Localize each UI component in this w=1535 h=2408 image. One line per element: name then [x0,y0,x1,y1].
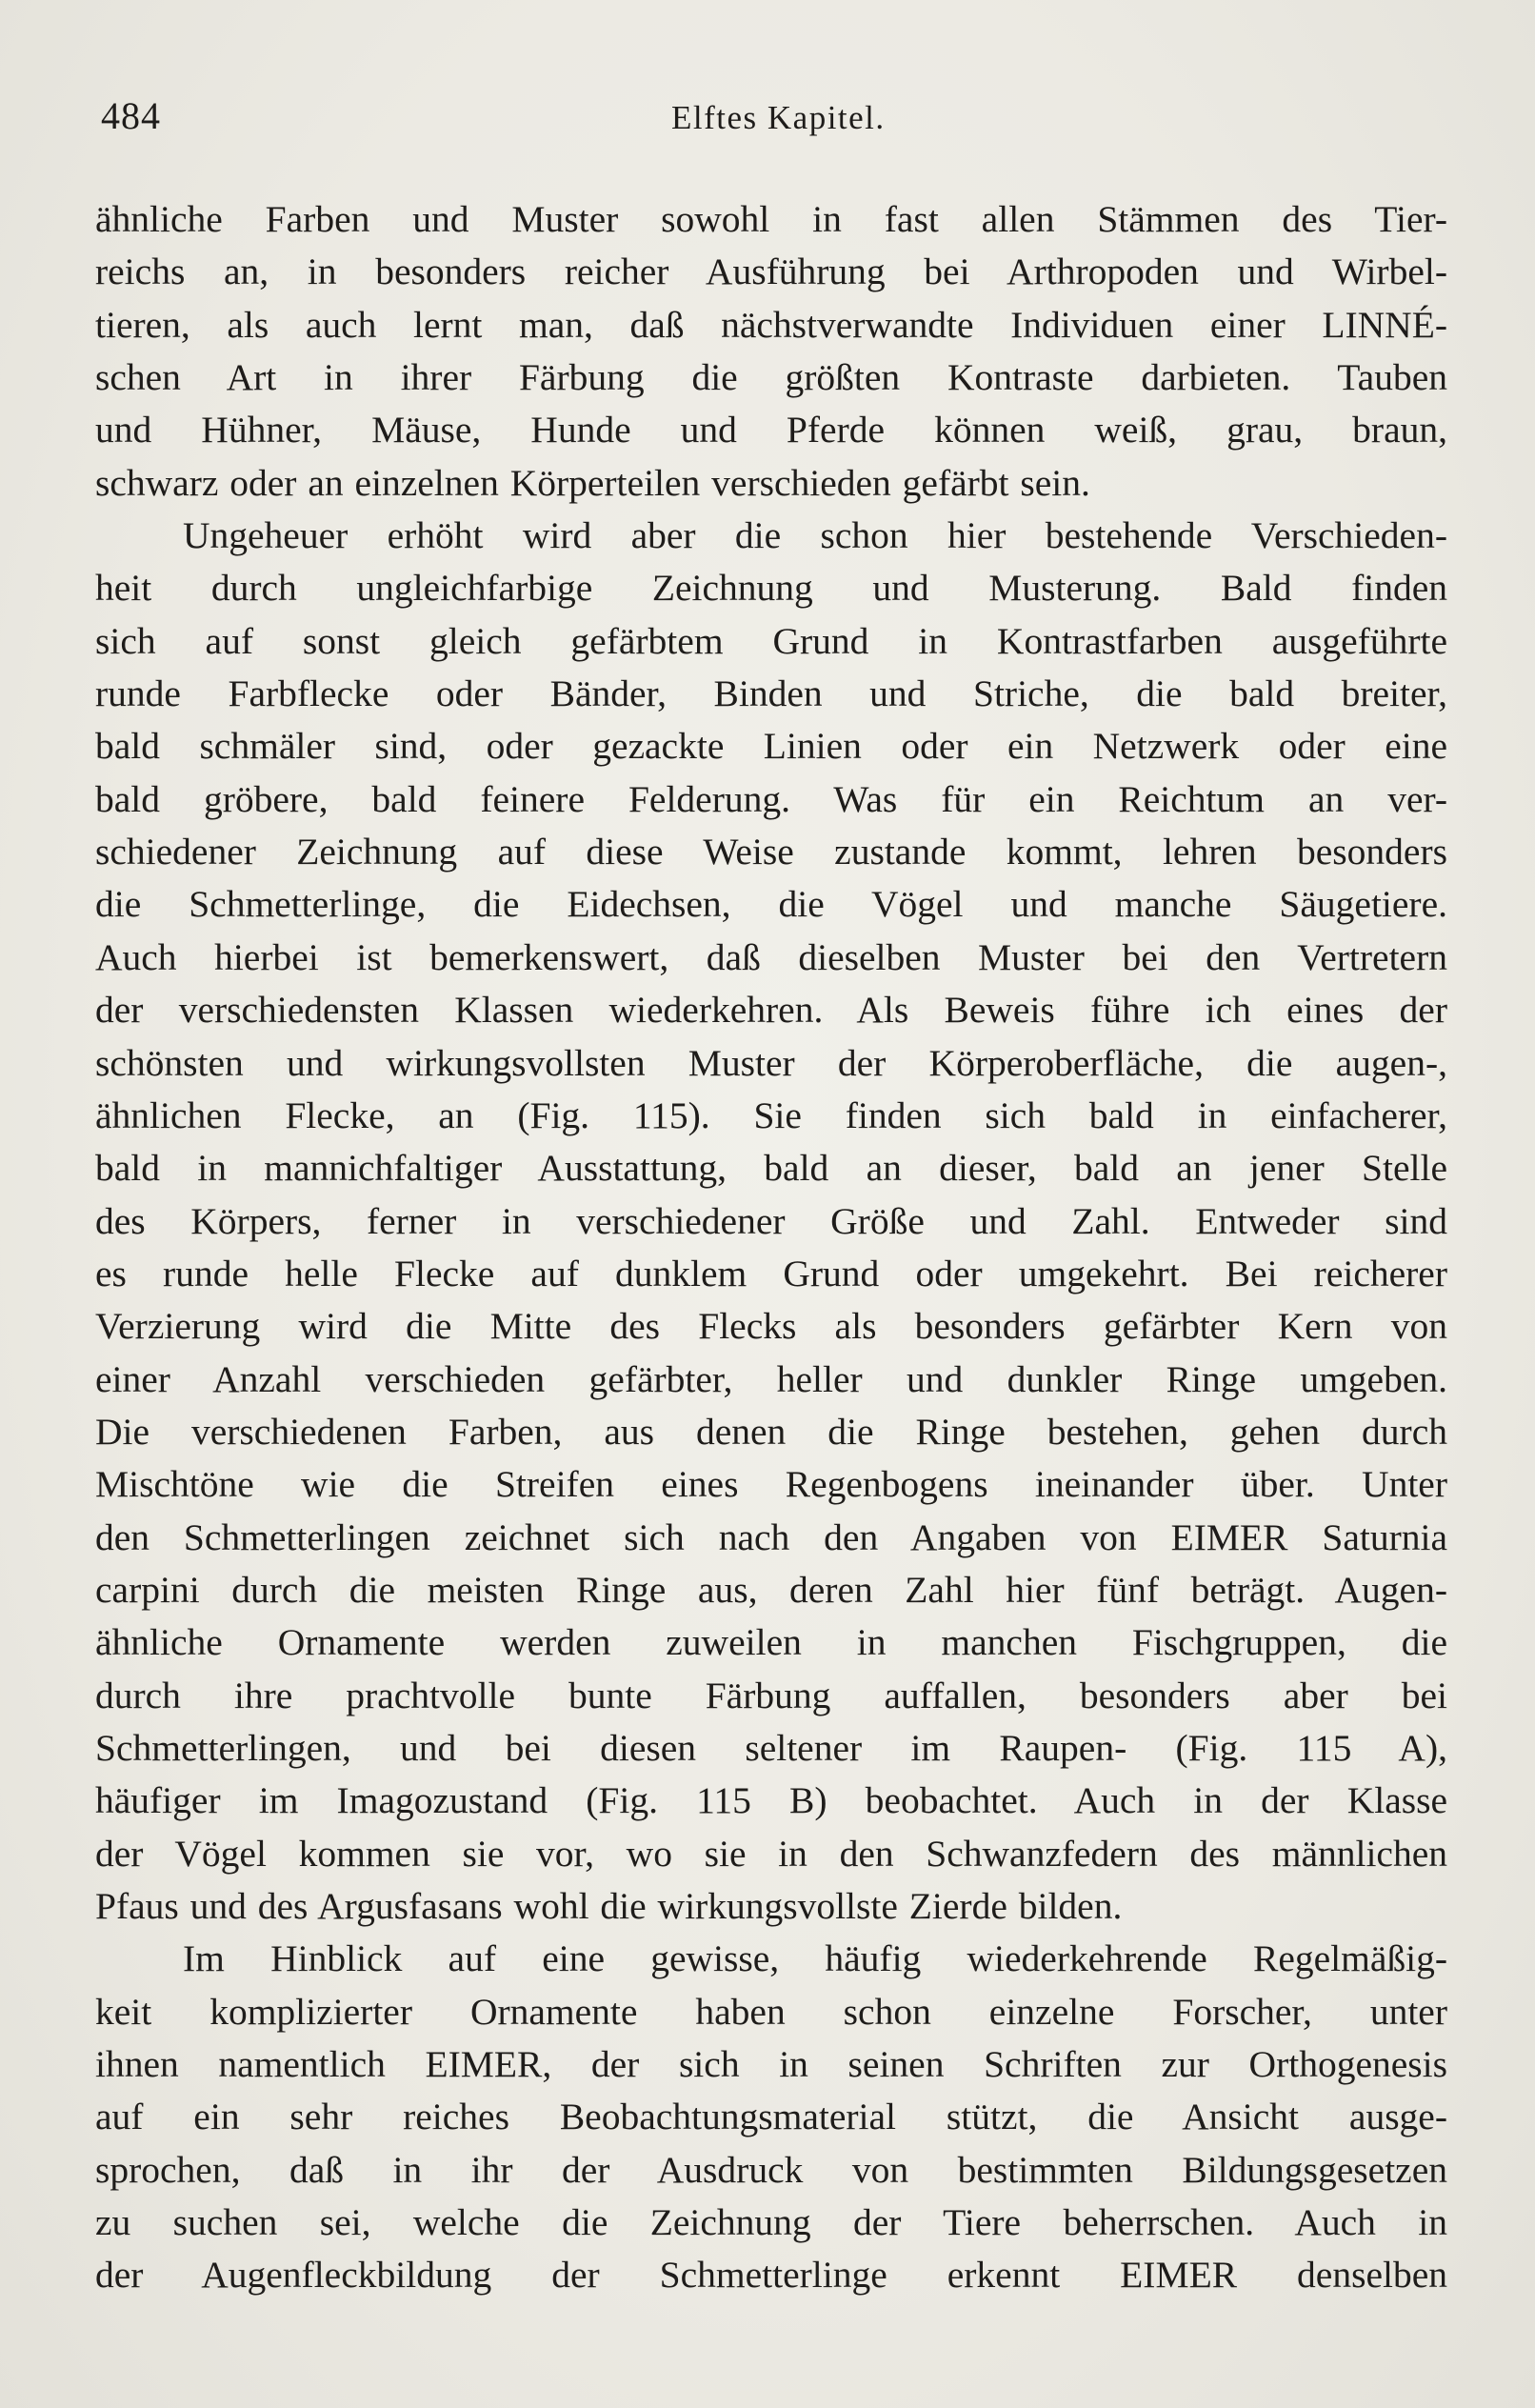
text-line: den Schmetterlingen zeichnet sich nach den Angaben von EIMER Saturnia [95,1515,1447,1558]
text-line: Verzierung wird die Mitte des Flecks als besonders gefärbter Kern von [95,1305,1447,1348]
text-line: Auch hierbei ist bemerkenswert, daß dieselben Muster bei den Vertretern [95,935,1447,978]
text-line: sich auf sonst gleich gefärbtem Grund in Kontrastfarben ausgeführte [95,619,1447,662]
text-line: der Vögel kommen sie vor, wo sie in den Schwanzfedern des männlichen [95,1832,1447,1875]
text-line: der verschiedensten Klassen wiederkehren. Als Beweis führe ich eines der [95,989,1447,1032]
text-line: einer Anzahl verschieden gefärbter, heller und dunkler Ringe umgeben. [95,1357,1447,1400]
text-line: des Körpers, ferner in verschiedener Größe und Zahl. Entweder sind [95,1199,1447,1242]
text-line: ähnliche Farben und Muster sowohl in fast allen Stämmen des Tier- [95,198,1447,240]
page-header [95,93,1447,150]
text-line: Die verschiedenen Farben, aus denen die Ringe bestehen, gehen durch [95,1410,1447,1453]
text-line: bald gröbere, bald feinere Felderung. Was für ein Reichtum an ver- [95,777,1447,820]
text-line: Pfaus und des Argusfasans wohl die wirkungsvollste Zierde bilden. [95,1885,1123,1927]
text-line: heit durch ungleichfarbige Zeichnung und Musterung. Bald finden [95,567,1447,610]
text-line: ihnen namentlich EIMER, der sich in seinen Schriften zur Orthogenesis [95,2043,1447,2086]
text-line: ähnliche Ornamente werden zuweilen in manchen Fischgruppen, die [95,1621,1447,1664]
text-line: Ungeheuer erhöht wird aber die schon hier bestehende Verschieden- [183,514,1447,557]
text-line: Im Hinblick auf eine gewisse, häufig wiederkehrende Regelmäßig- [183,1937,1447,1980]
text-line: keit komplizierter Ornamente haben schon einzelne Forscher, unter [95,1990,1447,2033]
text-line: die Schmetterlinge, die Eidechsen, die Vögel und manche Säugetiere. [95,883,1447,926]
text-line: tieren, als auch lernt man, daß nächstverwandte Individuen einer LINNÉ- [95,303,1447,346]
page-number: 484 [101,94,161,137]
text-line: und Hühner, Mäuse, Hunde und Pferde können weiß, grau, braun, [95,409,1447,452]
text-line: zu suchen sei, welche die Zeichnung der Tiere beherrschen. Auch in [95,2201,1447,2244]
text-line: auf ein sehr reiches Beobachtungsmaterial stützt, die Ansicht ausge- [95,2096,1447,2138]
text-line: durch ihre prachtvolle bunte Färbung auffallen, besonders aber bei [95,1674,1447,1716]
text-line: Schmetterlingen, und bei diesen seltener im Raupen- (Fig. 115 A), [95,1726,1447,1769]
text-line: bald in mannichfaltiger Ausstattung, bald an dieser, bald an jener Stelle [95,1147,1447,1190]
text-line: schen Art in ihrer Färbung die größten Kontraste darbieten. Tauben [95,356,1447,399]
text-line: schiedener Zeichnung auf diese Weise zustande kommt, lehren besonders [95,831,1447,873]
text-line: runde Farbflecke oder Bänder, Binden und Striche, die bald breiter, [95,672,1447,715]
text-line: carpini durch die meisten Ringe aus, deren Zahl hier fünf beträgt. Augen- [95,1568,1447,1611]
text-line: schwarz oder an einzelnen Körperteilen verschieden gefärbt sein. [95,461,1090,504]
text-line: schönsten und wirkungsvollsten Muster der Körperoberfläche, die augen-, [95,1041,1447,1084]
body-text [95,193,1447,2302]
text-line: reichs an, in besonders reicher Ausführung bei Arthropoden und Wirbel- [95,251,1447,293]
running-head: Elftes Kapitel. [671,99,886,136]
text-line: häufiger im Imagozustand (Fig. 115 B) beobachtet. Auch in der Klasse [95,1779,1447,1822]
text-line: der Augenfleckbildung der Schmetterlinge erkennt EIMER denselben [95,2254,1447,2297]
text-line: bald schmäler sind, oder gezackte Linien oder ein Netzwerk oder eine [95,725,1447,768]
text-line: sprochen, daß in ihr der Ausdruck von bestimmten Bildungsgesetzen [95,2148,1447,2191]
text-line: Mischtöne wie die Streifen eines Regenbogens ineinander über. Unter [95,1463,1447,1506]
text-line: ähnlichen Flecke, an (Fig. 115). Sie finden sich bald in einfacherer, [95,1094,1447,1136]
text-line: es runde helle Flecke auf dunklem Grund oder umgekehrt. Bei reicherer [95,1252,1447,1294]
